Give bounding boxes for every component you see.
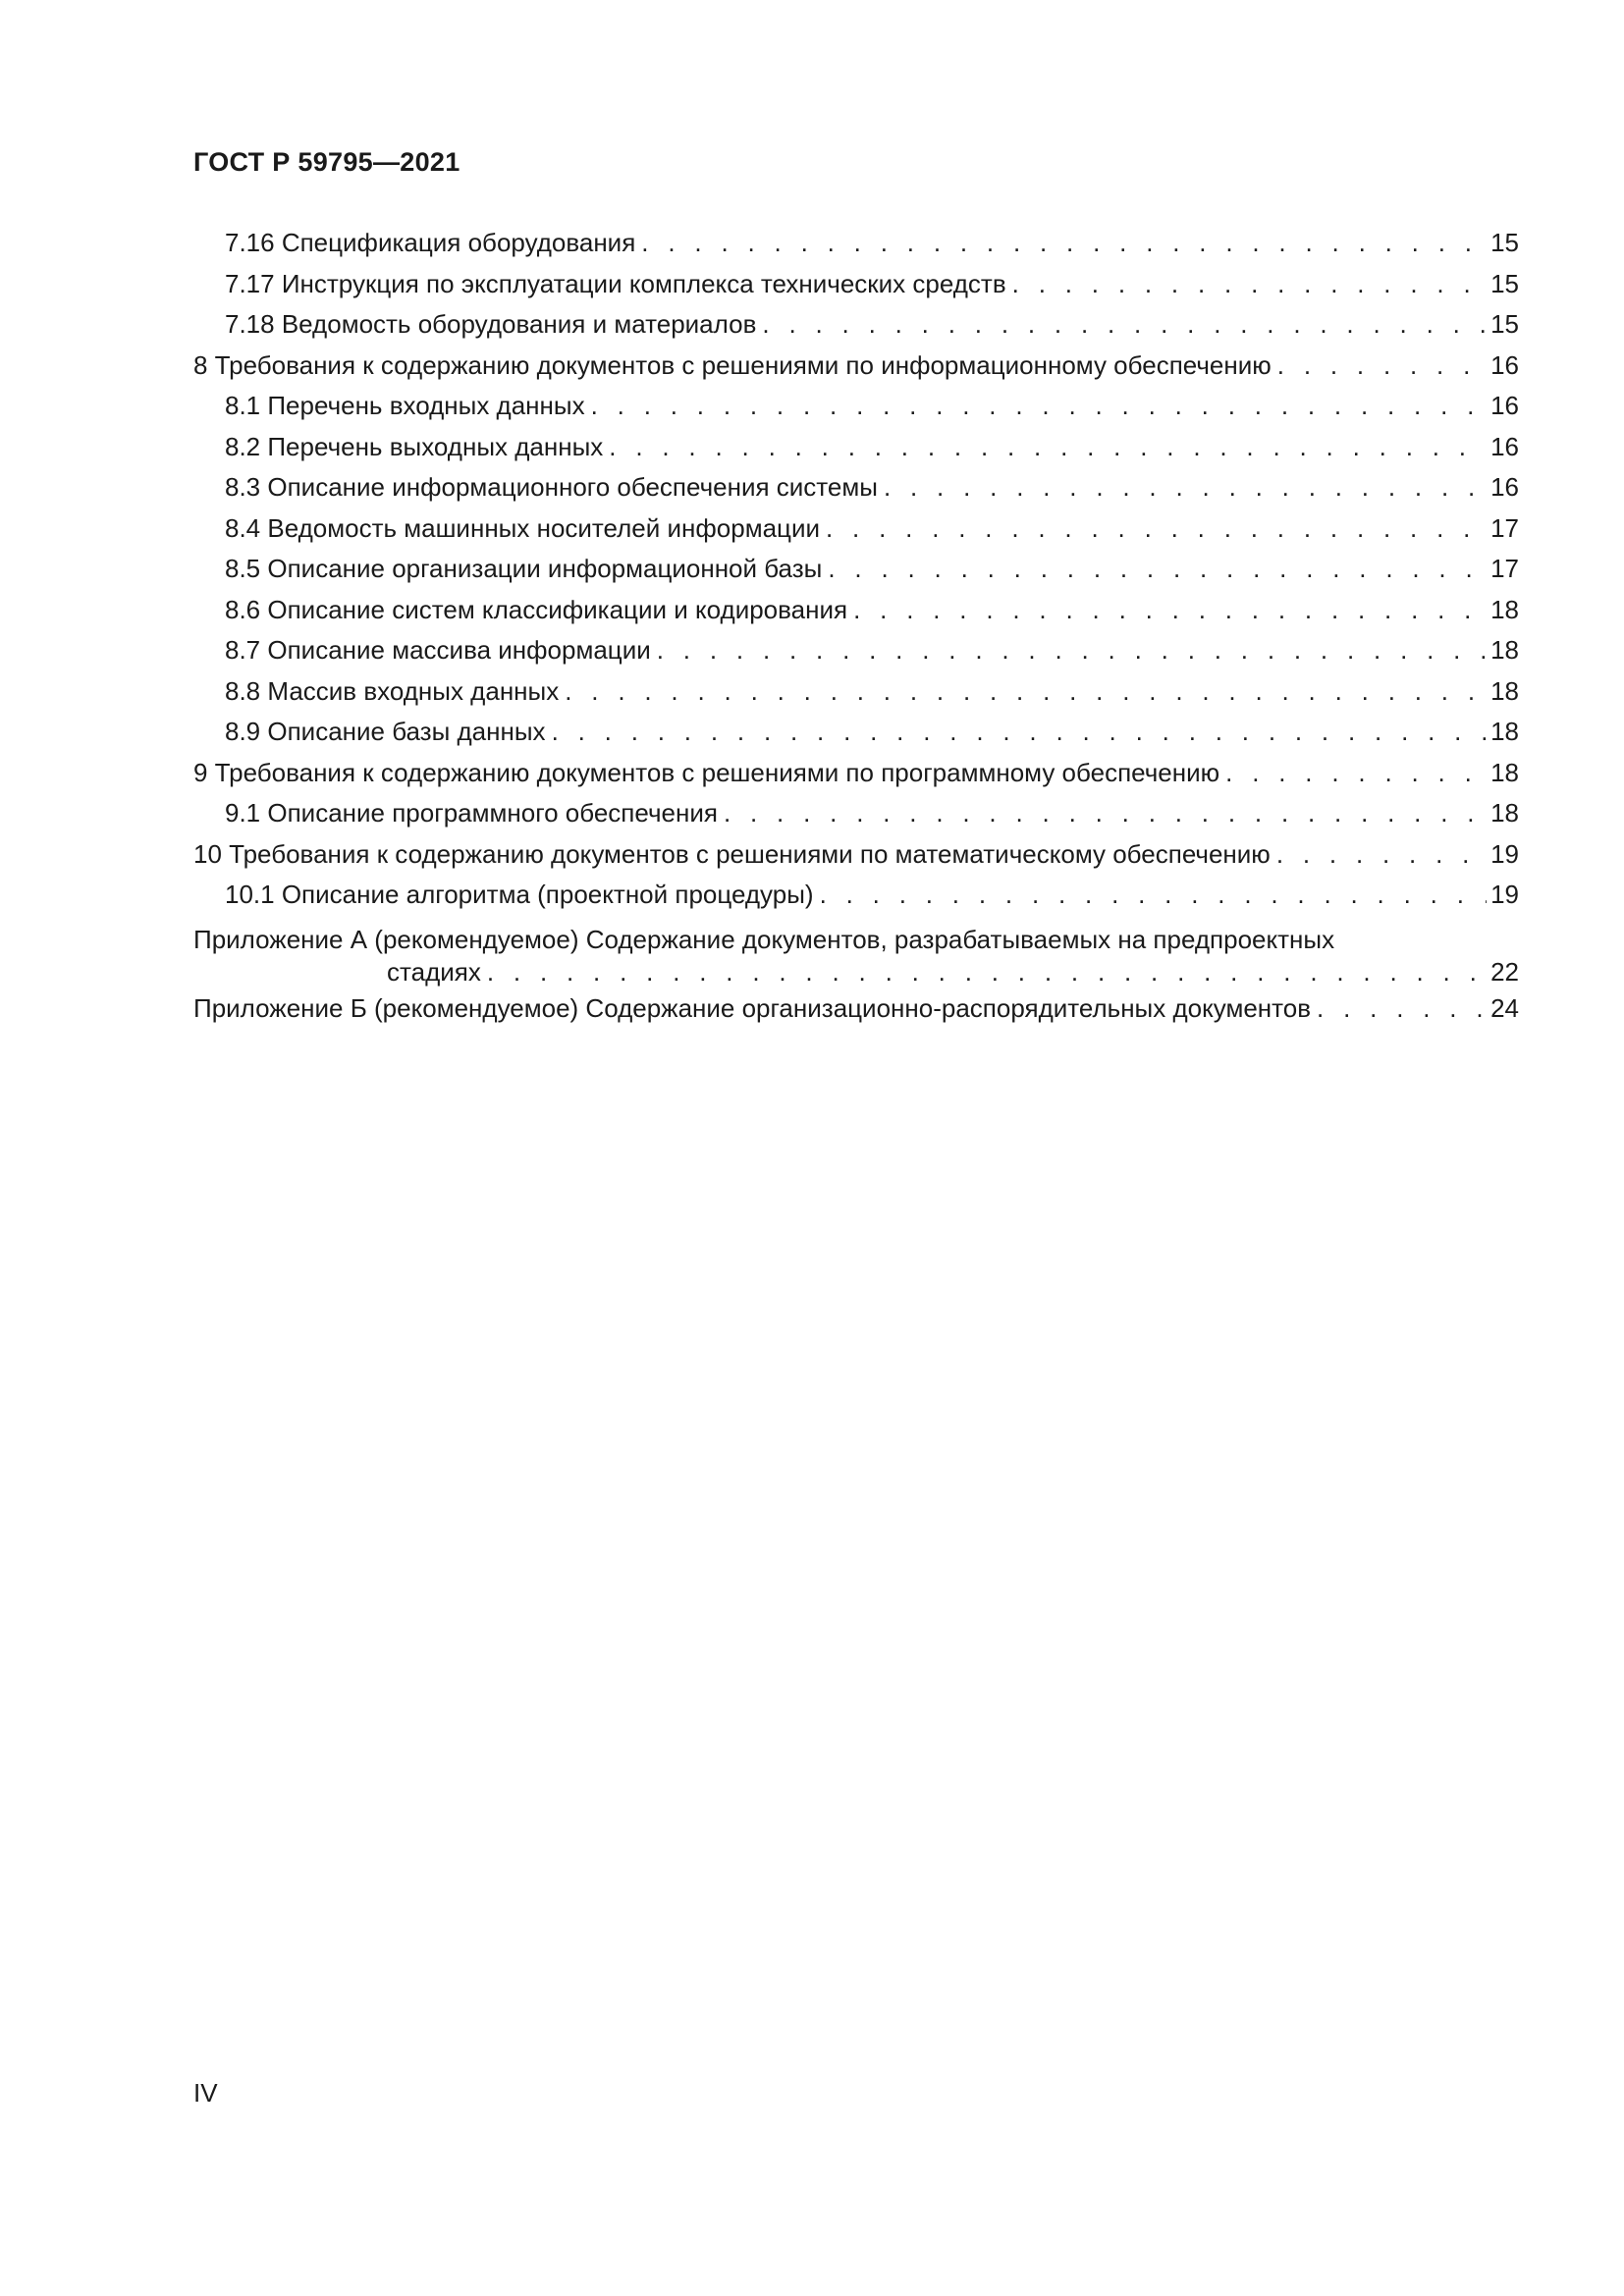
toc-entry-page: 15 <box>1490 268 1519 298</box>
toc-entry-title: 8.4 Ведомость машинных носителей информации <box>225 512 820 543</box>
toc-entry-title: 7.17 Инструкция по эксплуатации комплекса технических средств <box>225 268 1006 298</box>
toc-leader-dots <box>487 956 1487 988</box>
toc-entry[interactable] <box>193 875 1519 916</box>
toc-entry-page: 19 <box>1490 838 1519 869</box>
toc-entry-title: 9 Требования к содержанию документов с решениями по программному обеспечению <box>193 757 1220 787</box>
toc-entry-title: 10 Требования к содержанию документов с решениями по математическому обеспечению <box>193 838 1271 869</box>
toc-leader-dots <box>609 427 1487 468</box>
toc-leader-dots <box>1277 346 1487 387</box>
toc-entry-title: 8.5 Описание организации информационной базы <box>225 554 823 583</box>
toc-entry-page: 18 <box>1490 594 1519 624</box>
toc-entry[interactable] <box>193 346 1519 387</box>
toc-leader-dots <box>565 671 1487 713</box>
toc-leader-dots <box>724 793 1487 834</box>
toc-leader-dots <box>1276 834 1487 876</box>
toc-entry-page: 18 <box>1490 757 1519 787</box>
toc-entry[interactable] <box>193 467 1519 508</box>
toc-leader-dots <box>591 386 1487 427</box>
toc-leader-dots <box>1317 988 1487 1030</box>
toc-entry-page: 19 <box>1490 880 1519 909</box>
toc-leader-dots <box>820 875 1488 916</box>
toc-entry-title: 8.1 Перечень входных данных <box>225 391 585 420</box>
page-number: IV <box>193 2078 218 2108</box>
toc-entry-title: 8.2 Перечень выходных данных <box>225 431 604 461</box>
toc-entry[interactable] <box>193 630 1519 671</box>
toc-entry-page: 18 <box>1490 635 1519 665</box>
toc-entry-page: 22 <box>1490 956 1519 987</box>
toc-entry-title: Приложение Б (рекомендуемое) Содержание организационно-распорядительных документов <box>193 992 1312 1023</box>
toc-leader-dots <box>641 223 1487 264</box>
toc-entry[interactable] <box>193 386 1519 427</box>
toc-entry[interactable] <box>193 264 1519 305</box>
toc-entry-title: 8.9 Описание базы данных <box>225 717 546 746</box>
toc-leader-dots <box>657 630 1487 671</box>
toc-entry[interactable] <box>193 508 1519 550</box>
toc-leader-dots <box>853 590 1487 631</box>
toc-entry-title: 8.7 Описание массива информации <box>225 635 651 665</box>
toc-leader-dots <box>1225 753 1487 794</box>
toc-entry-title: 10.1 Описание алгоритма (проектной процедуры) <box>225 880 814 909</box>
toc-entry-page: 16 <box>1490 349 1519 380</box>
toc-entry-title: Приложение А (рекомендуемое) Содержание документов, разрабатываемых на предпроектных <box>193 924 1335 954</box>
toc-leader-dots <box>828 549 1487 590</box>
toc-entry-page: 15 <box>1490 228 1519 257</box>
toc-entry[interactable] <box>193 304 1519 346</box>
toc-entry-appendix-a[interactable] <box>193 916 1519 988</box>
toc-leader-dots <box>884 467 1487 508</box>
toc-entry-title: 7.18 Ведомость оборудования и материалов <box>225 309 757 339</box>
toc-entry-title: 7.16 Спецификация оборудования <box>225 228 636 257</box>
toc-entry-page: 15 <box>1490 309 1519 339</box>
toc-entry[interactable] <box>193 671 1519 713</box>
toc-entry-title: 8.3 Описание информационного обеспечения системы <box>225 472 878 502</box>
toc-entry-page: 16 <box>1490 391 1519 420</box>
toc-entry-title: 9.1 Описание программного обеспечения <box>225 798 718 828</box>
toc-entry-page: 24 <box>1490 992 1519 1023</box>
toc-entry-title-continued: стадиях <box>387 956 481 987</box>
table-of-contents <box>193 223 1519 1029</box>
toc-entry-continuation <box>193 956 1519 988</box>
toc-entry-page: 18 <box>1490 798 1519 828</box>
toc-entry-page: 18 <box>1490 717 1519 746</box>
toc-entry-title: 8 Требования к содержанию документов с решениями по информационному обеспечению <box>193 349 1272 380</box>
toc-entry[interactable] <box>193 753 1519 794</box>
toc-entry-page: 17 <box>1490 512 1519 543</box>
toc-entry[interactable] <box>193 427 1519 468</box>
toc-entry-title: 8.8 Массив входных данных <box>225 675 560 706</box>
toc-leader-dots <box>552 712 1488 753</box>
toc-entry-page: 16 <box>1490 431 1519 461</box>
toc-leader-dots <box>762 304 1487 346</box>
toc-leader-dots <box>1012 264 1487 305</box>
toc-entry[interactable] <box>193 549 1519 590</box>
toc-entry[interactable] <box>193 793 1519 834</box>
toc-entry-page: 17 <box>1490 554 1519 583</box>
toc-entry[interactable] <box>193 223 1519 264</box>
toc-entry-page: 18 <box>1490 675 1519 706</box>
toc-leader-dots <box>826 508 1487 550</box>
toc-entry-appendix-b[interactable] <box>193 988 1519 1030</box>
toc-entry[interactable] <box>193 712 1519 753</box>
toc-entry[interactable] <box>193 834 1519 876</box>
toc-entry-page: 16 <box>1490 472 1519 502</box>
toc-entry[interactable] <box>193 590 1519 631</box>
document-header: ГОСТ Р 59795—2021 <box>193 147 460 177</box>
toc-entry-title: 8.6 Описание систем классификации и кодирования <box>225 594 848 624</box>
